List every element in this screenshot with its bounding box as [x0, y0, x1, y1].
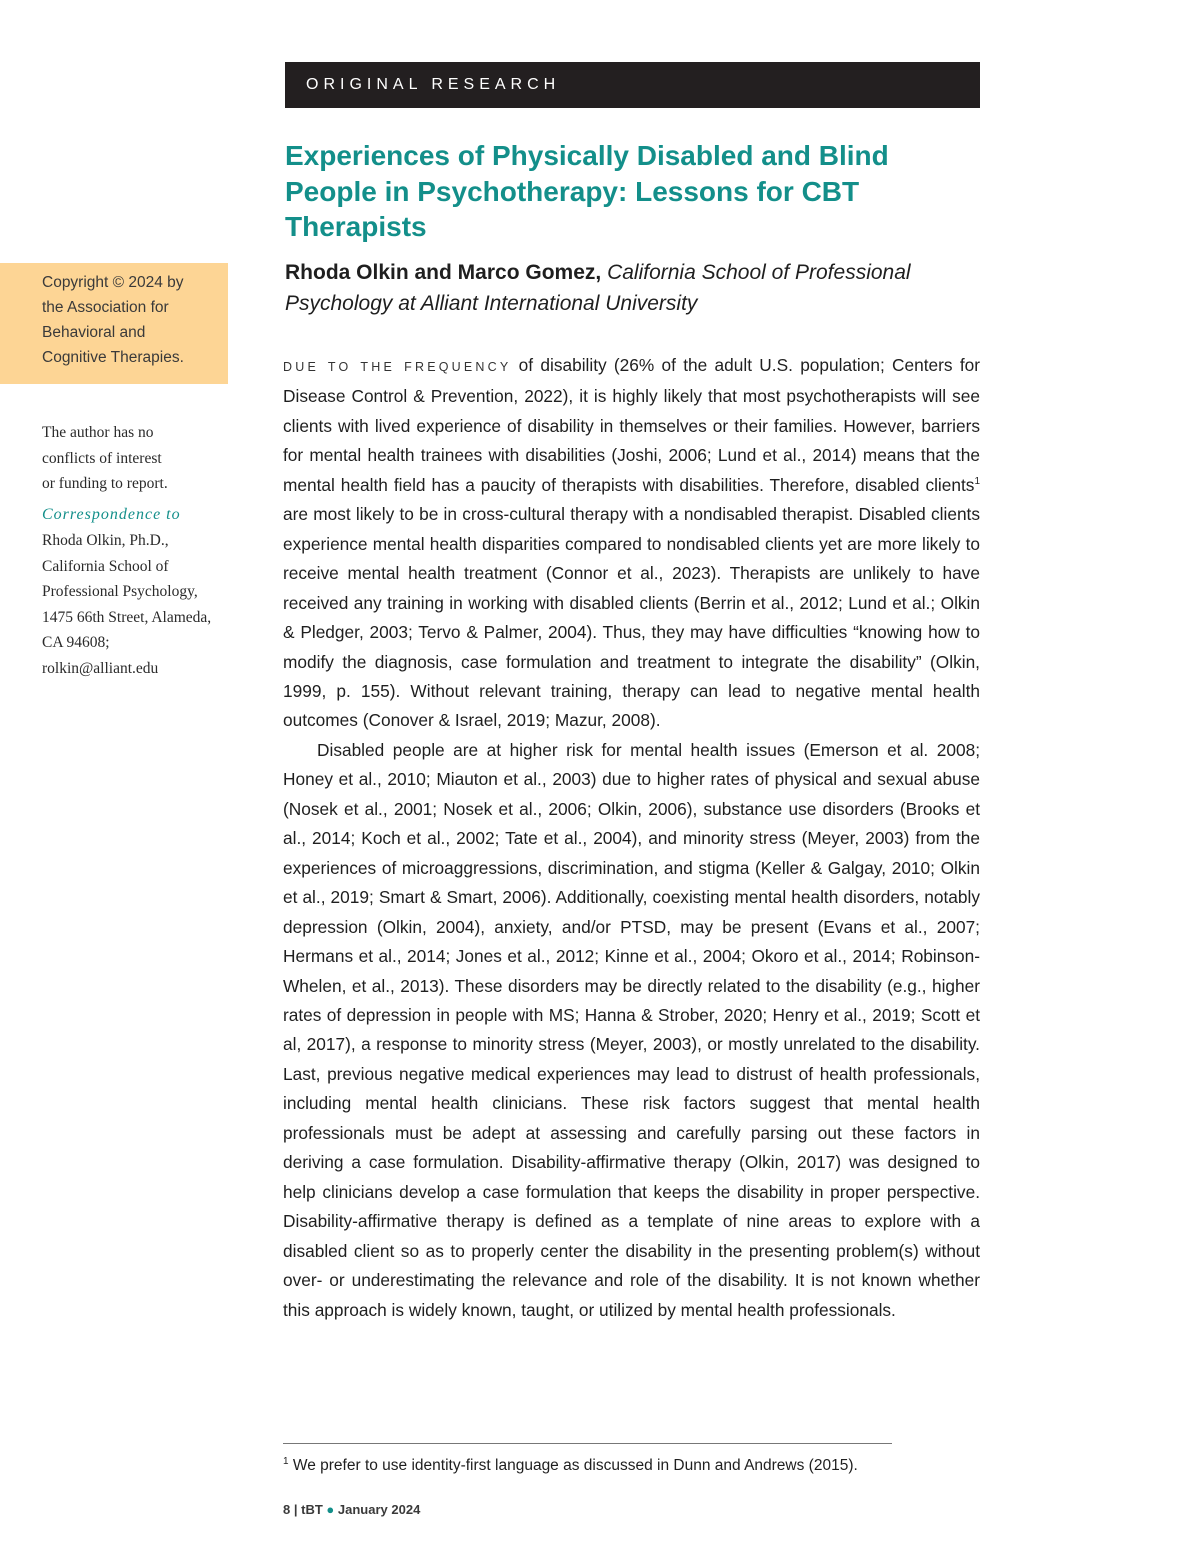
author-names: Rhoda Olkin and Marco Gomez, — [285, 261, 602, 284]
conflicts-line: The author has no — [42, 424, 154, 441]
conflicts-line: conflicts of interest — [42, 449, 162, 467]
bullet-icon: ● — [326, 1502, 335, 1517]
copyright-line: Behavioral and — [42, 324, 146, 341]
footnote-divider — [283, 1443, 892, 1444]
correspondence-address — [42, 528, 227, 681]
correspondence-line: 1475 66th Street, Alameda, — [42, 608, 212, 626]
title-line-2: People in Psychotherapy: Lessons for CBT — [285, 175, 860, 207]
copyright-line: Cognitive Therapies. — [42, 349, 184, 366]
page-footer — [283, 1500, 420, 1520]
footnote-ref[interactable]: 1 — [974, 476, 980, 488]
journal-name: tBT — [301, 1502, 323, 1517]
title-line-1: Experiences of Physically Disabled and Blind — [285, 140, 889, 171]
footer-separator: | — [293, 1502, 298, 1517]
conflicts-statement — [42, 420, 227, 497]
footnote-text: We prefer to use identity-first language as discussed in Dunn and Andrews (2015). — [288, 1457, 858, 1474]
copyright-line: the Association for — [42, 299, 169, 316]
footnote — [283, 1454, 923, 1478]
correspondence-line: Professional Psychology, — [42, 583, 198, 600]
correspondence-line: Rhoda Olkin, Ph.D., — [42, 532, 169, 549]
correspondence-heading: Correspondence to — [42, 506, 181, 523]
lead-in-text: DUE TO THE FREQUENCY — [283, 360, 512, 374]
section-banner — [285, 62, 980, 108]
author-affiliation-2: Psychology at Alliant International University — [285, 292, 698, 315]
correspondence-line: California School of — [42, 557, 169, 575]
correspondence-email[interactable]: rolkin@alliant.edu — [42, 659, 159, 677]
article-title — [285, 138, 965, 245]
body-paragraph-2: Disabled people are at higher risk for mental health issues (Emerson et al. 2008; Honey et al., 2010; Miauton et al., 2003) due to higher rates of physical and sexual abuse (Nosek et al., 2001; Nosek et al., 2006; Olkin, 2006), substance use disorders (Brooks et al., 2014; Koch et al., 2002; Tate et al., 2004), and minority stress (Meyer, 2003) from the experiences of microaggressions, discrimination, and stigma (Keller & Galgay, 2010; Olkin et al., 2019; Smart & Smart, 2006). Additionally, coexisting mental health disorders, notably depression (Olkin, 2004), anxiety, and/or PTSD, may be present (Evans et al., 2007; Hermans et al., 2014; Jones et al., 2012; Kinne et al., 2004; Okoro et al., 2014; Robinson-Whelen, et al., 2013). These disorders may be directly related to the disability (e.g., higher rates of depression in people with MS; Hanna & Strober, 2020; Henry et al., 2019; Scott et al, 2017), a response to minority stress (Meyer, 2003), or mostly unrelated to the disability. Last, previous negative medical experiences may lead to distrust of health professionals, including mental health clinicians. These risk factors suggest that mental health professionals must be adept at assessing and carefully parsing out these factors in deriving a case formulation. Disability-affirmative therapy (Olkin, 2017) was designed to help clinicians develop a case formulation that keeps the disability in proper perspective. Disability-affirmative therapy is defined as a template of nine areas to explore with a disabled client so as to properly center the disability in the presenting problem(s) without over- or underestimating the relevance and role of the disability. It is not known whether this approach is widely known, taught, or utilized by mental health professionals. — [283, 739, 980, 1320]
page-number: 8 — [283, 1502, 291, 1517]
copyright-box — [0, 263, 228, 384]
conflicts-line: or funding to report. — [42, 475, 168, 492]
issue-date: January 2024 — [337, 1502, 421, 1517]
correspondence-line: CA 94608; — [42, 634, 110, 651]
author-byline — [285, 257, 980, 319]
footnote-marker: 1 — [283, 1455, 289, 1467]
copyright-line: Copyright © 2024 by — [42, 274, 184, 291]
author-affiliation-1: California School of Professional — [607, 261, 911, 284]
article-body — [283, 351, 980, 1325]
title-line-3: Therapists — [285, 211, 427, 242]
section-label: ORIGINAL RESEARCH — [306, 76, 561, 93]
paragraph-text: of disability (26% of the adult U.S. population; Centers for Disease Control & Prevention, 2022), it is highly likely that most psychotherapists will see clients with lived experience of disability in themselves or their families. However, barriers for mental health trainees with disabilities (Joshi, 2006; Lund et al., 2014) means that the mental health field has a paucity of therapists with disabilities. Therefore, disabled clients — [283, 355, 980, 495]
paragraph-text: are most likely to be in cross-cultural therapy with a nondisabled therapist. Disabled clients experience mental health disparities compared to nondisabled clients yet are more likely to receive mental health treatment (Connor et al., 2023). Therapists are unlikely to have received any training in working with disabled clients (Berrin et al., 2012; Lund et al.; Olkin & Pledger, 2003; Tervo & Palmer, 2004). Thus, they may have difficulties “knowing how to modify the diagnosis, case formulation and treatment to integrate the disability” (Olkin, 1999, p. 155). Without relevant training, therapy can lead to negative mental health outcomes (Conover & Israel, 2019; Mazur, 2008). — [283, 504, 980, 731]
body-paragraph-1 — [283, 351, 980, 736]
